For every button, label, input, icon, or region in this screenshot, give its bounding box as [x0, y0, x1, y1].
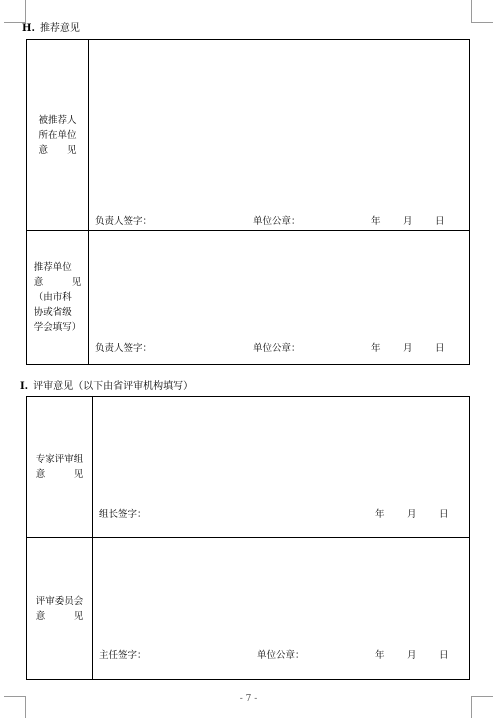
table-row: [27, 397, 470, 538]
month-label: 月: [403, 343, 413, 354]
opinion-field-committee[interactable]: [93, 538, 470, 680]
table-row: [27, 231, 470, 365]
crop-mark: [471, 22, 493, 23]
crop-mark: [471, 0, 472, 22]
page-number: - 7 -: [239, 694, 258, 704]
review-table: [26, 396, 470, 680]
day-label: 日: [439, 650, 449, 661]
section-h-title: 推荐意见: [39, 23, 80, 34]
seal-label: 单位公章：: [253, 216, 301, 227]
row-label-expert-panel-opinion: 专家评审组 意 见: [27, 397, 93, 538]
day-label: 日: [439, 509, 449, 520]
section-i-title: 评审意见（以下由省评审机构填写）: [33, 381, 194, 392]
year-label: 年: [371, 343, 381, 354]
opinion-field-expert-panel[interactable]: [93, 397, 470, 538]
row-label-employer-opinion: 被推荐人 所在单位 意 见: [27, 40, 89, 231]
year-label: 年: [375, 509, 385, 520]
month-label: 月: [407, 509, 417, 520]
row-label-recommender-opinion: 推荐单位 意 见 （由市科 协或省级 学会填写）: [27, 231, 89, 365]
signature-label: 负责人签字：: [95, 216, 153, 227]
section-i-letter: I.: [20, 381, 29, 392]
section-h-heading: [22, 23, 80, 35]
month-label: 月: [407, 650, 417, 661]
table-row: [27, 40, 470, 231]
signature-label: 组长签字：: [99, 509, 147, 520]
year-label: 年: [375, 650, 385, 661]
table-row: [27, 538, 470, 680]
day-label: 日: [435, 343, 445, 354]
seal-label: 单位公章：: [257, 650, 305, 661]
recommendation-table: [26, 39, 470, 365]
opinion-field-recommender[interactable]: [89, 231, 470, 365]
signature-label: 主任签字：: [99, 650, 147, 661]
day-label: 日: [435, 216, 445, 227]
crop-mark: [25, 0, 26, 22]
section-i-heading: [20, 381, 193, 393]
year-label: 年: [371, 216, 381, 227]
month-label: 月: [403, 216, 413, 227]
row-label-committee-opinion: 评审委员会 意 见: [27, 538, 93, 680]
signature-label: 负责人签字：: [95, 343, 153, 354]
opinion-field-employer[interactable]: [89, 40, 470, 231]
seal-label: 单位公章：: [253, 343, 301, 354]
section-h-letter: H.: [22, 23, 35, 34]
